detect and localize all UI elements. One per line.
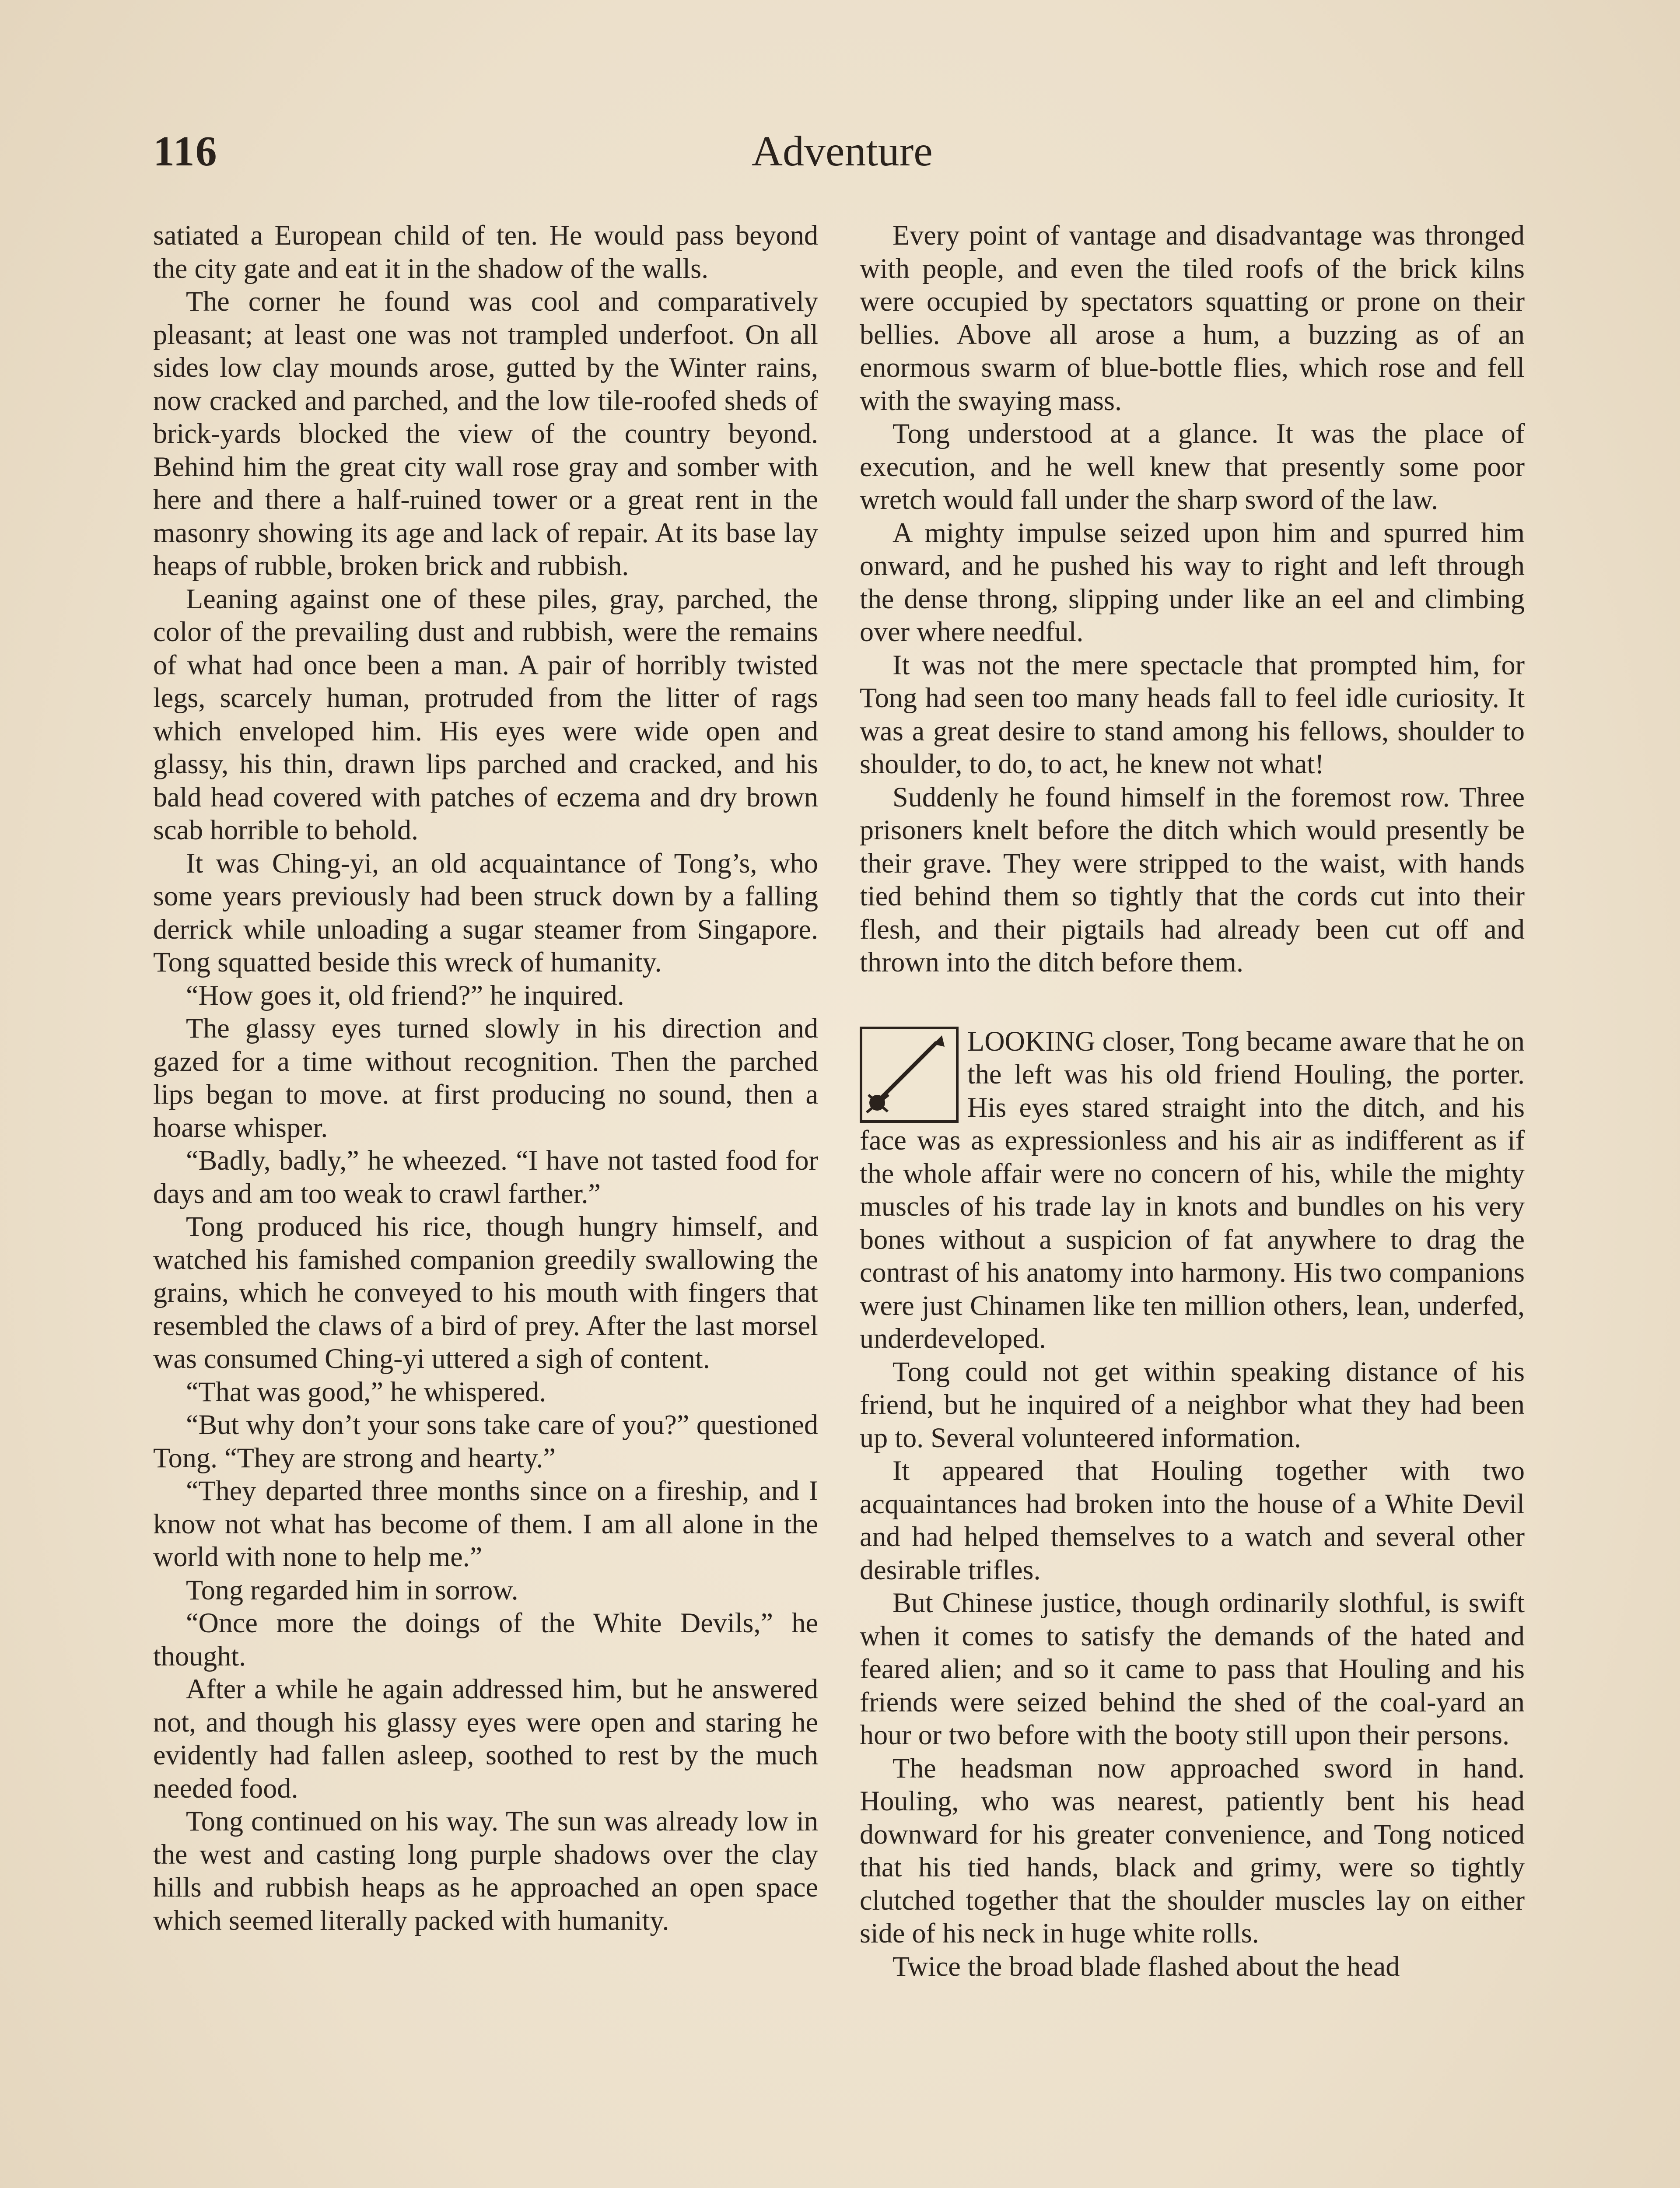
paragraph: Tong regarded him in sorrow.: [186, 1574, 518, 1606]
paragraph: “They departed three months since on a fireship, and I know not what has become of them. I am all alone in the world with none to help me.”: [153, 1475, 818, 1572]
paragraph: “That was good,” he whispered.: [186, 1376, 546, 1407]
paragraph: Leaning against one of these piles, gray, parched, the color of the prevailing dust and rubbish, were the remains of what had once been a man. A pair of horribly twisted legs, scarcely human, protruded from the litter of rags which enveloped him. His eyes were wide open and glassy, his thin, drawn lips parched and cracked, and his bald head covered with patches of eczema and dry brown scab horrible to behold.: [153, 583, 818, 845]
page-header: [153, 127, 1531, 193]
left-column: [153, 219, 818, 1937]
paragraph: It was not the mere spectacle that prompted him, for Tong had seen too many heads fall to feel idle curiosity. It was a great desire to stand among his fellows, shoulder to shoulder, to do, to act, he knew not what!: [860, 649, 1525, 779]
paragraph: “Badly, badly,” he wheezed. “I have not tasted food for days and am too weak to crawl farther.”: [153, 1145, 818, 1209]
page-number: 116: [153, 128, 218, 175]
drop-cap-paragraph: LOOKING closer, Tong became aware that he on the left was his old friend Houling, the porter. His eyes stared straight into the ditch, and his face was as expressionless and his air as indifferent as if the whole affair were no concern of his, while the mighty muscles of his trade lay in knots and bundles on his very bones without a suspicion of fat anywhere to drag the contrast of his anatomy into harmony. His two companions were just Chinamen like ten million others, lean, underfed, underdeveloped.: [860, 1025, 1525, 1354]
paragraph: But Chinese justice, though ordinarily slothful, is swift when it comes to satisfy the demands of the hated and feared alien; and so it came to pass that Houling and his friends were seized behind the shed of the coal-yard an hour or two before with the booty still upon their persons.: [860, 1587, 1525, 1750]
right-column-top: [860, 219, 1525, 979]
paragraph: Tong could not get within speaking distance of his friend, but he inquired of a neighbor what they had been up to. Several volunteered information.: [860, 1356, 1525, 1453]
paragraph: It was Ching-yi, an old acquaintance of Tong’s, who some years previously had been struck down by a falling derrick while unloading a sugar steamer from Singapore. Tong squatted beside this wreck of humanity.: [153, 847, 818, 978]
section-break-paragraph: [860, 1025, 1525, 1355]
magazine-title: Adventure: [752, 128, 933, 175]
paragraph: “But why don’t your sons take care of you?” questioned Tong. “They are strong and hearty.”: [153, 1409, 818, 1473]
right-column-bottom: [860, 1355, 1525, 1983]
paragraph: “Once more the doings of the White Devils,” he thought.: [153, 1607, 818, 1672]
paragraph: Tong continued on his way. The sun was already low in the west and casting long purple shadows over the clay hills and rubbish heaps as he approached an open space which seemed literally packed with humanity.: [153, 1806, 818, 1936]
paragraph: The corner he found was cool and comparatively pleasant; at least one was not trampled underfoot. On all sides low clay mounds arose, gutted by the Winter rains, now cracked and parched, and the low tile-roofed sheds of brick-yards blocked the view of the country beyond. Behind him the great city wall rose gray and somber with here and there a half-ruined tower or a great rent in the masonry showing its age and lack of repair. At its base lay heaps of rubble, broken brick and rubbish.: [153, 286, 818, 581]
paragraph: It appeared that Houling together with two acquaintances had broken into the house of a White Devil and had helped themselves to a watch and several other desirable trifles.: [860, 1455, 1525, 1585]
paragraph: Tong produced his rice, though hungry himself, and watched his famished companion greedily swallowing the grains, which he conveyed to his mouth with fingers that resembled the claws of a bird of prey. After the last morsel was consumed Ching-yi uttered a sigh of content.: [153, 1211, 818, 1374]
paragraph: A mighty impulse seized upon him and spurred him onward, and he pushed his way to right and left through the dense throng, slipping under like an eel and climbing over where needful.: [860, 517, 1525, 647]
paragraph: Tong understood at a glance. It was the place of execution, and he well knew that presently some poor wretch would fall under the sharp sword of the law.: [860, 418, 1525, 515]
paragraph: satiated a European child of ten. He would pass beyond the city gate and eat it in the shadow of the walls.: [153, 220, 818, 284]
paragraph: After a while he again addressed him, but he answered not, and though his glassy eyes were open and staring he evidently had fallen asleep, soothed to rest by the much needed food.: [153, 1673, 818, 1804]
illustrated-initial-icon: [860, 1027, 959, 1123]
paragraph: “How goes it, old friend?” he inquired.: [186, 979, 624, 1011]
right-column: [860, 219, 1525, 1983]
paragraph: Every point of vantage and disadvantage was thronged with people, and even the tiled roofs of the brick kilns were occupied by spectators squatting or prone on their bellies. Above all arose a hum, a buzzing as of an enormous swarm of blue-bottle flies, which rose and fell with the swaying mass.: [860, 220, 1525, 416]
paragraph: Twice the broad blade flashed about the head: [892, 1950, 1400, 1982]
paragraph: The glassy eyes turned slowly in his direction and gazed for a time without recognition. Then the parched lips began to move. at first producing no sound, then a hoarse whisper.: [153, 1013, 818, 1143]
paragraph: The headsman now approached sword in hand. Houling, who was nearest, patiently bent his head downward for his greater convenience, and Tong noticed that his tied hands, black and grimy, were so tightly clutched together that the shoulder muscles lay on either side of his neck in huge white rolls.: [860, 1752, 1525, 1949]
paragraph: Suddenly he found himself in the foremost row. Three prisoners knelt before the ditch which would presently be their grave. They were stripped to the waist, with hands tied behind them so tightly that the cords cut into their flesh, and their pigtails had already been cut off and thrown into the ditch before them.: [860, 781, 1525, 978]
